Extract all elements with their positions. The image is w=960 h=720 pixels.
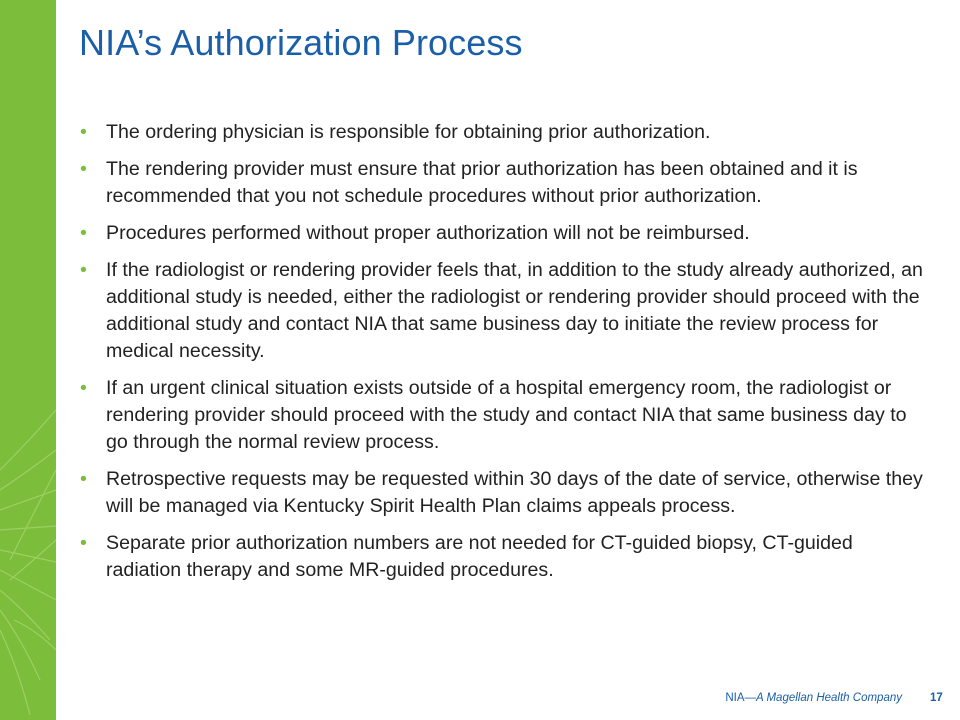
bullet-item xyxy=(80,375,930,456)
bullet-text: Procedures performed without proper authorization will not be reimbursed. xyxy=(106,222,750,244)
bullet-text: The ordering physician is responsible for obtaining prior authorization. xyxy=(106,121,711,143)
green-side-bar xyxy=(0,0,56,720)
page-number: 17 xyxy=(930,692,943,704)
bullet-marker: • xyxy=(80,259,87,281)
bullet-item xyxy=(80,257,930,365)
bullet-item xyxy=(80,220,930,247)
bullet-marker: • xyxy=(80,532,87,554)
bullet-list xyxy=(80,119,930,594)
bullet-item xyxy=(80,119,930,146)
slide-title: NIA’s Authorization Process xyxy=(79,22,523,63)
bullet-text: Separate prior authorization numbers are not needed for CT-guided biopsy, CT-guided radiation therapy and some MR-guided procedures. xyxy=(106,532,853,581)
footer-company xyxy=(725,692,902,704)
bullet-marker: • xyxy=(80,377,87,399)
bullet-item xyxy=(80,156,930,210)
bullet-marker: • xyxy=(80,222,87,244)
footer-company-prefix: NIA— xyxy=(725,692,757,704)
bullet-marker: • xyxy=(80,121,87,143)
bullet-marker: • xyxy=(80,158,87,180)
bullet-item xyxy=(80,530,930,584)
bullet-text: The rendering provider must ensure that prior authorization has been obtained and it is recommended that you not schedule procedures without prior authorization. xyxy=(106,158,858,207)
bullet-item xyxy=(80,466,930,520)
bullet-text: Retrospective requests may be requested within 30 days of the date of service, otherwise they will be managed via Kentucky Spirit Health Plan claims appeals process. xyxy=(106,468,923,517)
footer-company-tagline: A Magellan Health Company xyxy=(756,692,902,704)
palm-leaf-decoration xyxy=(0,0,56,720)
bullet-marker: • xyxy=(80,468,87,490)
bullet-text: If an urgent clinical situation exists outside of a hospital emergency room, the radiologist or rendering provider should proceed with the study and contact NIA that same business day to go through the normal review process. xyxy=(106,377,907,453)
bullet-text: If the radiologist or rendering provider feels that, in addition to the study already authorized, an additional study is needed, either the radiologist or rendering provider should proceed with the additional study and contact NIA that same business day to initiate the review process for medical necessity. xyxy=(106,259,923,362)
